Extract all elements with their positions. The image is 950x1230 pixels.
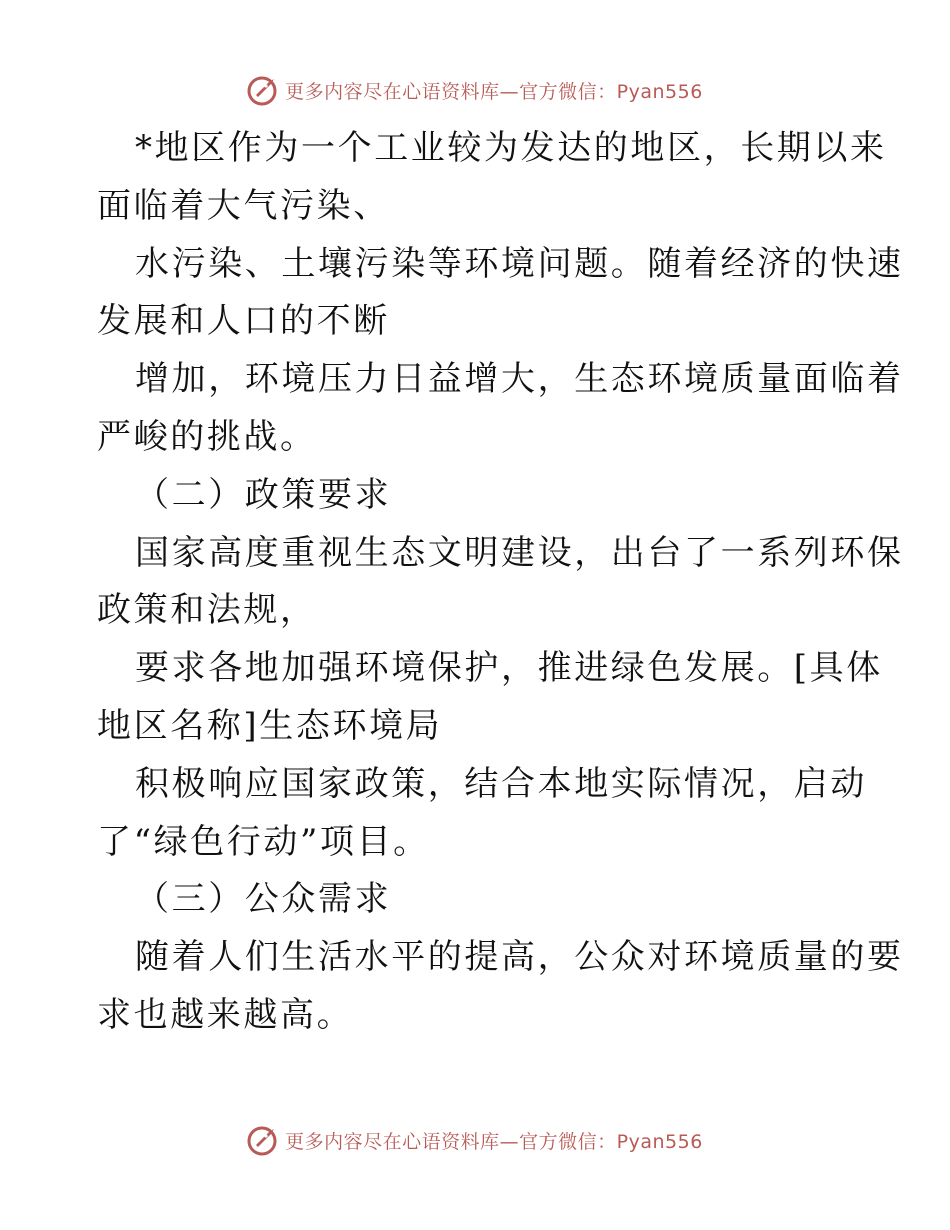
paragraph-line: *地区作为一个工业较为发达的地区，长期以来 — [135, 128, 887, 168]
watermark-text: 更多内容尽在心语资料库—官方微信：Pyan556 — [285, 1130, 703, 1153]
footer-watermark — [0, 1120, 950, 1160]
paragraph-line: 国家高度重视生态文明建设，出台了一系列环保 — [135, 532, 904, 573]
paragraph-line: 积极响应国家政策，结合本地实际情况，启动 — [135, 763, 867, 804]
document-body — [97, 120, 904, 1045]
paragraph-line: 了“绿色行动”项目。 — [97, 821, 430, 862]
paragraph-line: 求也越来越高。 — [97, 994, 354, 1035]
paragraph-line: 随着人们生活水平的提高，公众对环境质量的要 — [135, 937, 904, 978]
paragraph-line: 严峻的挑战。 — [97, 416, 317, 457]
paragraph-line: 水污染、土壤污染等环境问题。随着经济的快速 — [135, 243, 904, 284]
watermark-text: 更多内容尽在心语资料库—官方微信：Pyan556 — [285, 80, 703, 103]
paragraph-line: 要求各地加强环境保护，推进绿色发展。[具体 — [135, 648, 883, 689]
paragraph-line: 增加，环境压力日益增大，生态环境质量面临着 — [135, 359, 904, 400]
paragraph-line: 面临着大气污染、 — [97, 185, 390, 226]
paragraph-line: 发展和人口的不断 — [97, 301, 390, 342]
section-heading: （三）公众需求 — [135, 879, 392, 920]
pen-nib-circle-icon — [247, 1123, 281, 1157]
paragraph-line: 地区名称]生态环境局 — [97, 705, 443, 746]
paragraph-line: 政策和法规， — [97, 590, 317, 631]
header-watermark — [0, 70, 950, 110]
section-heading: （二）政策要求 — [135, 474, 392, 515]
pen-nib-circle-icon — [247, 73, 281, 107]
